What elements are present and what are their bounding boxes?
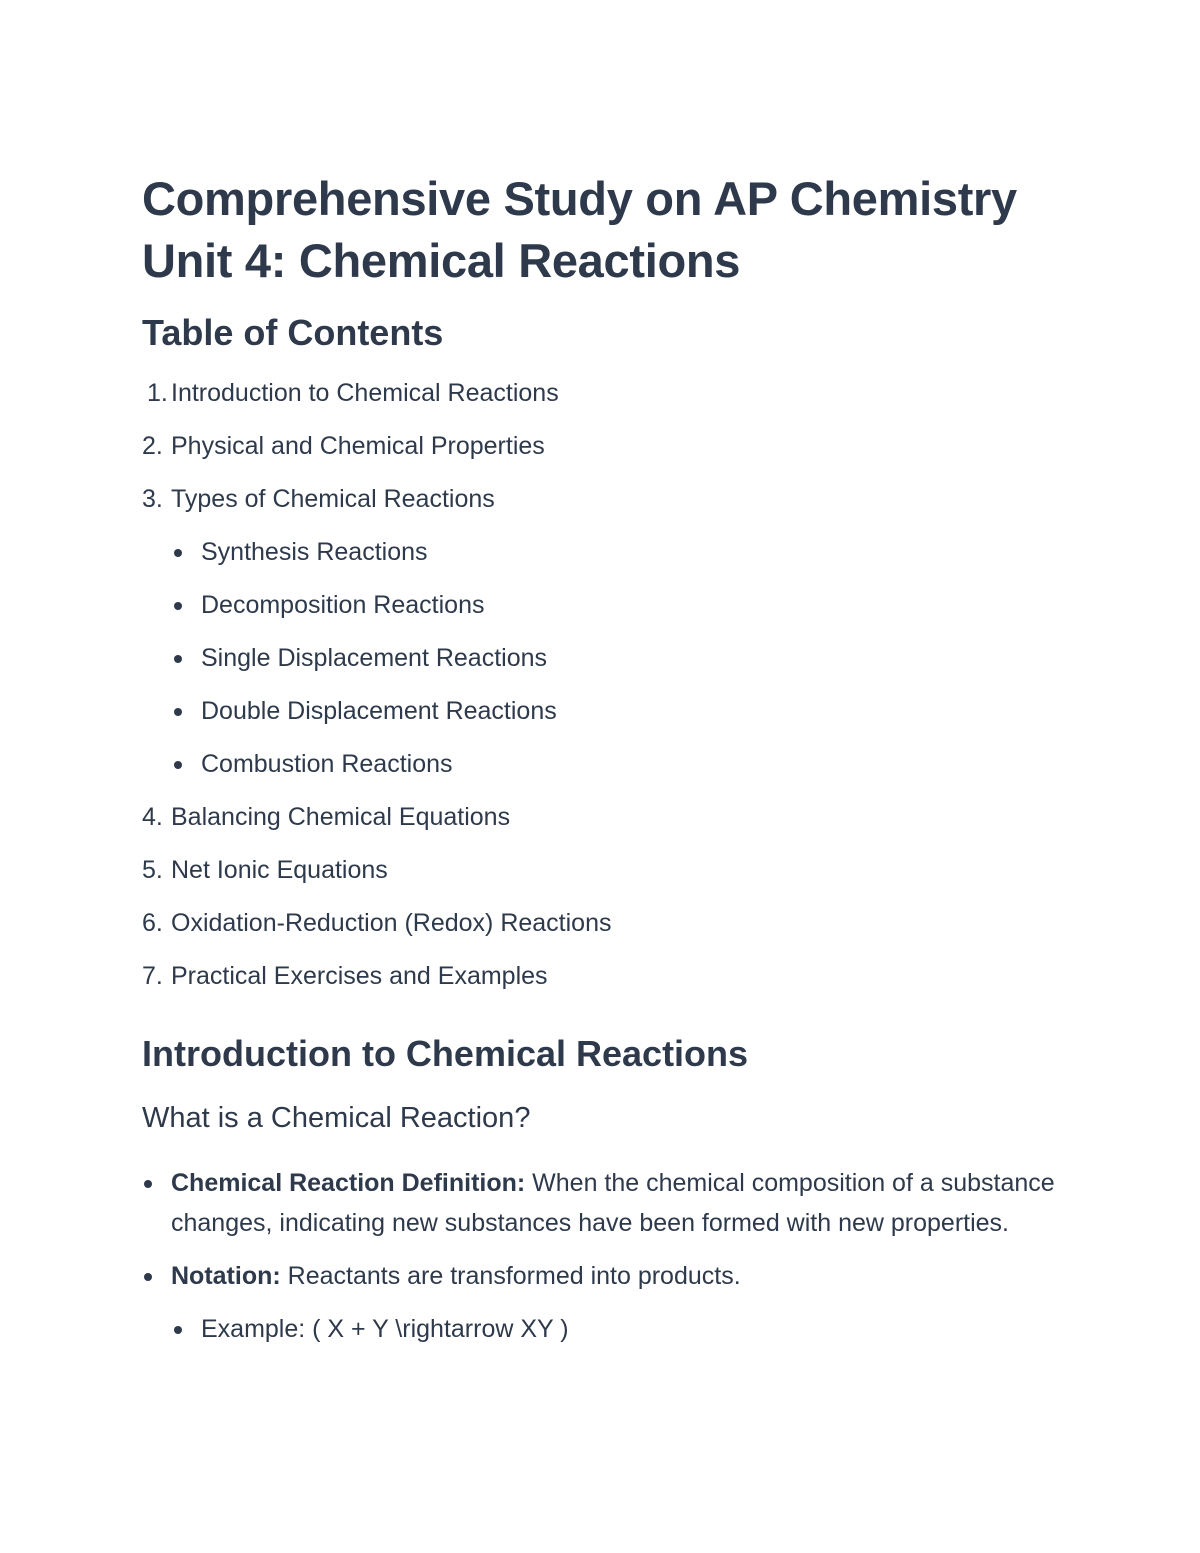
term-text: Reactants are transformed into products.	[280, 1262, 741, 1290]
title-line-2: Unit 4: Chemical Reactions	[142, 234, 741, 287]
document-content	[142, 168, 1062, 1362]
title-line-1: Comprehensive Study on AP Chemistry	[142, 172, 1017, 225]
definition-list	[142, 1163, 1062, 1349]
toc-item-number: 1.	[147, 379, 168, 407]
bullet-icon	[174, 655, 182, 663]
nested-list	[171, 1309, 1062, 1349]
toc-item-label: Physical and Chemical Properties	[171, 432, 545, 460]
toc-item[interactable]	[142, 484, 1062, 779]
toc-item-number: 7.	[142, 962, 163, 990]
toc-item[interactable]	[142, 431, 1062, 461]
toc-subitem-label: Double Displacement Reactions	[201, 697, 557, 725]
toc-subitem[interactable]	[171, 749, 1062, 779]
bullet-icon	[174, 708, 182, 716]
toc-subitem[interactable]	[171, 696, 1062, 726]
bullet-icon	[174, 1326, 182, 1334]
toc-item[interactable]	[142, 855, 1062, 885]
bullet-icon	[174, 549, 182, 557]
list-item	[142, 1163, 1062, 1243]
toc-subitem-label: Decomposition Reactions	[201, 591, 485, 619]
toc-item[interactable]	[142, 961, 1062, 991]
toc-subitem-label: Single Displacement Reactions	[201, 644, 548, 672]
toc-item-number: 6.	[142, 909, 163, 937]
toc-item[interactable]	[142, 908, 1062, 938]
term-text: When the chemical composition of a substance changes, indicating new substances have been formed with new properties.	[171, 1169, 1055, 1237]
document-title	[142, 168, 1062, 292]
toc-subitem-label: Combustion Reactions	[201, 750, 453, 778]
bullet-icon	[144, 1273, 152, 1281]
example-text: Example: ( X + Y \rightarrow XY )	[201, 1315, 569, 1343]
list-item	[171, 1309, 1062, 1349]
toc-item-label: Introduction to Chemical Reactions	[171, 379, 559, 407]
toc-item[interactable]	[142, 802, 1062, 832]
toc-item[interactable]	[142, 378, 1062, 408]
toc-sublist	[171, 537, 1062, 779]
toc-subitem-label: Synthesis Reactions	[201, 538, 428, 566]
toc-item-label: Net Ionic Equations	[171, 856, 388, 884]
section-heading: Introduction to Chemical Reactions	[142, 1033, 749, 1074]
list-item	[142, 1256, 1062, 1349]
toc-item-number: 4.	[142, 803, 163, 831]
toc-item-label: Oxidation-Reduction (Redox) Reactions	[171, 909, 612, 937]
subsection-heading: What is a Chemical Reaction?	[142, 1102, 531, 1134]
toc-item-number: 2.	[142, 432, 163, 460]
toc-subitem[interactable]	[171, 537, 1062, 567]
term-label: Notation:	[171, 1262, 281, 1290]
toc-item-label: Types of Chemical Reactions	[171, 485, 495, 513]
bullet-icon	[144, 1180, 152, 1188]
toc-item-number: 3.	[142, 485, 163, 513]
toc-item-number: 5.	[142, 856, 163, 884]
bullet-icon	[174, 602, 182, 610]
toc-heading: Table of Contents	[142, 312, 444, 353]
toc-item-label: Balancing Chemical Equations	[171, 803, 511, 831]
toc-item-label: Practical Exercises and Examples	[171, 962, 548, 990]
bullet-icon	[174, 761, 182, 769]
toc-subitem[interactable]	[171, 590, 1062, 620]
toc-subitem[interactable]	[171, 643, 1062, 673]
table-of-contents	[142, 378, 1062, 991]
term-label: Chemical Reaction Definition:	[171, 1169, 526, 1197]
